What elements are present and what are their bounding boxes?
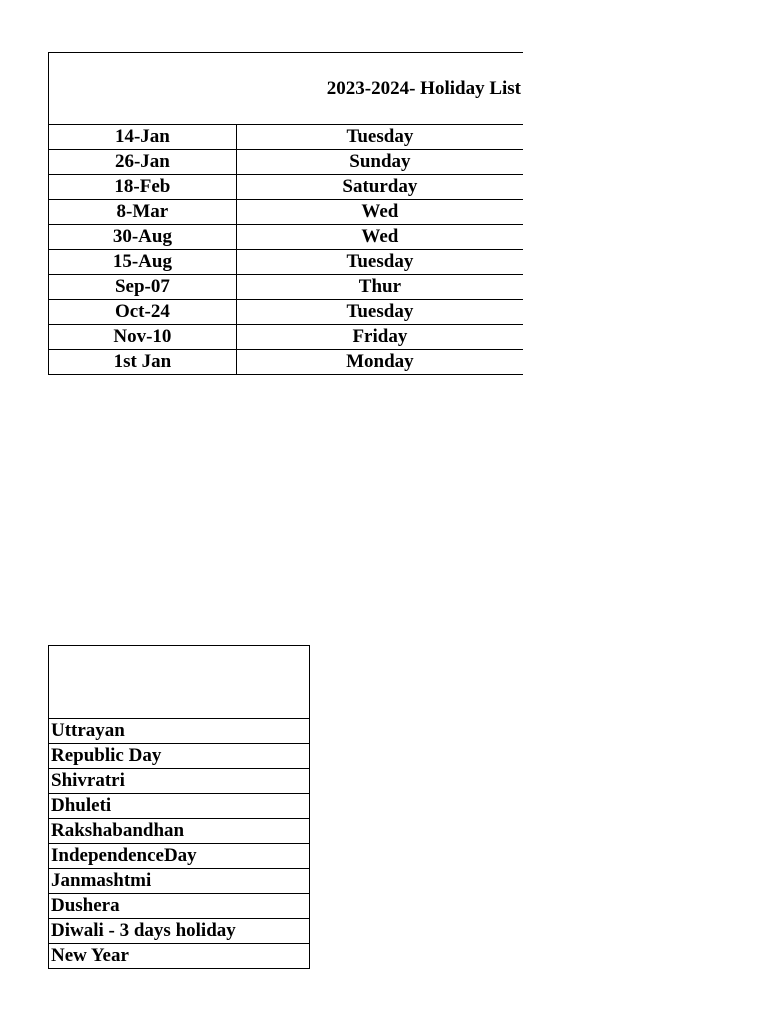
table-row [49,125,524,150]
table-row [49,225,524,250]
table-row [49,275,524,300]
holiday-name-cell: Diwali - 3 days holiday [49,919,310,944]
date-cell: Oct-24 [49,300,237,325]
date-cell: 18-Feb [49,175,237,200]
table-row [49,769,310,794]
table-row [49,869,310,894]
day-cell: Thur [236,275,523,300]
date-cell: 15-Aug [49,250,237,275]
table-row [49,844,310,869]
date-cell: 30-Aug [49,225,237,250]
table-row [49,819,310,844]
date-cell: 8-Mar [49,200,237,225]
holiday-name-cell: Uttrayan [49,719,310,744]
header-cell [49,646,310,719]
table-row [49,325,524,350]
title-row [49,53,524,125]
table-row [49,175,524,200]
day-cell: Wed [236,200,523,225]
table-row [49,794,310,819]
day-cell: Monday [236,350,523,375]
table-row [49,719,310,744]
header-row [49,646,310,719]
holiday-name-cell: Janmashtmi [49,869,310,894]
holiday-date-table [48,52,523,375]
table-row [49,200,524,225]
date-cell: Nov-10 [49,325,237,350]
table-row [49,300,524,325]
holiday-name-cell: Republic Day [49,744,310,769]
holiday-name-cell: Dushera [49,894,310,919]
table-row [49,150,524,175]
date-cell: Sep-07 [49,275,237,300]
day-cell: Friday [236,325,523,350]
day-cell: Sunday [236,150,523,175]
table-row [49,894,310,919]
day-cell: Saturday [236,175,523,200]
day-cell: Tuesday [236,125,523,150]
date-cell: 1st Jan [49,350,237,375]
holiday-name-cell: Dhuleti [49,794,310,819]
holiday-name-cell: Rakshabandhan [49,819,310,844]
holiday-name-table [48,645,310,969]
table-title: 2023-2024- Holiday List [49,53,524,125]
table-row [49,350,524,375]
table-row [49,250,524,275]
day-cell: Tuesday [236,250,523,275]
table-row [49,944,310,969]
holiday-name-cell: Shivratri [49,769,310,794]
date-cell: 14-Jan [49,125,237,150]
holiday-name-cell: New Year [49,944,310,969]
day-cell: Tuesday [236,300,523,325]
holiday-name-cell: IndependenceDay [49,844,310,869]
table-row [49,744,310,769]
day-cell: Wed [236,225,523,250]
table-row [49,919,310,944]
date-cell: 26-Jan [49,150,237,175]
